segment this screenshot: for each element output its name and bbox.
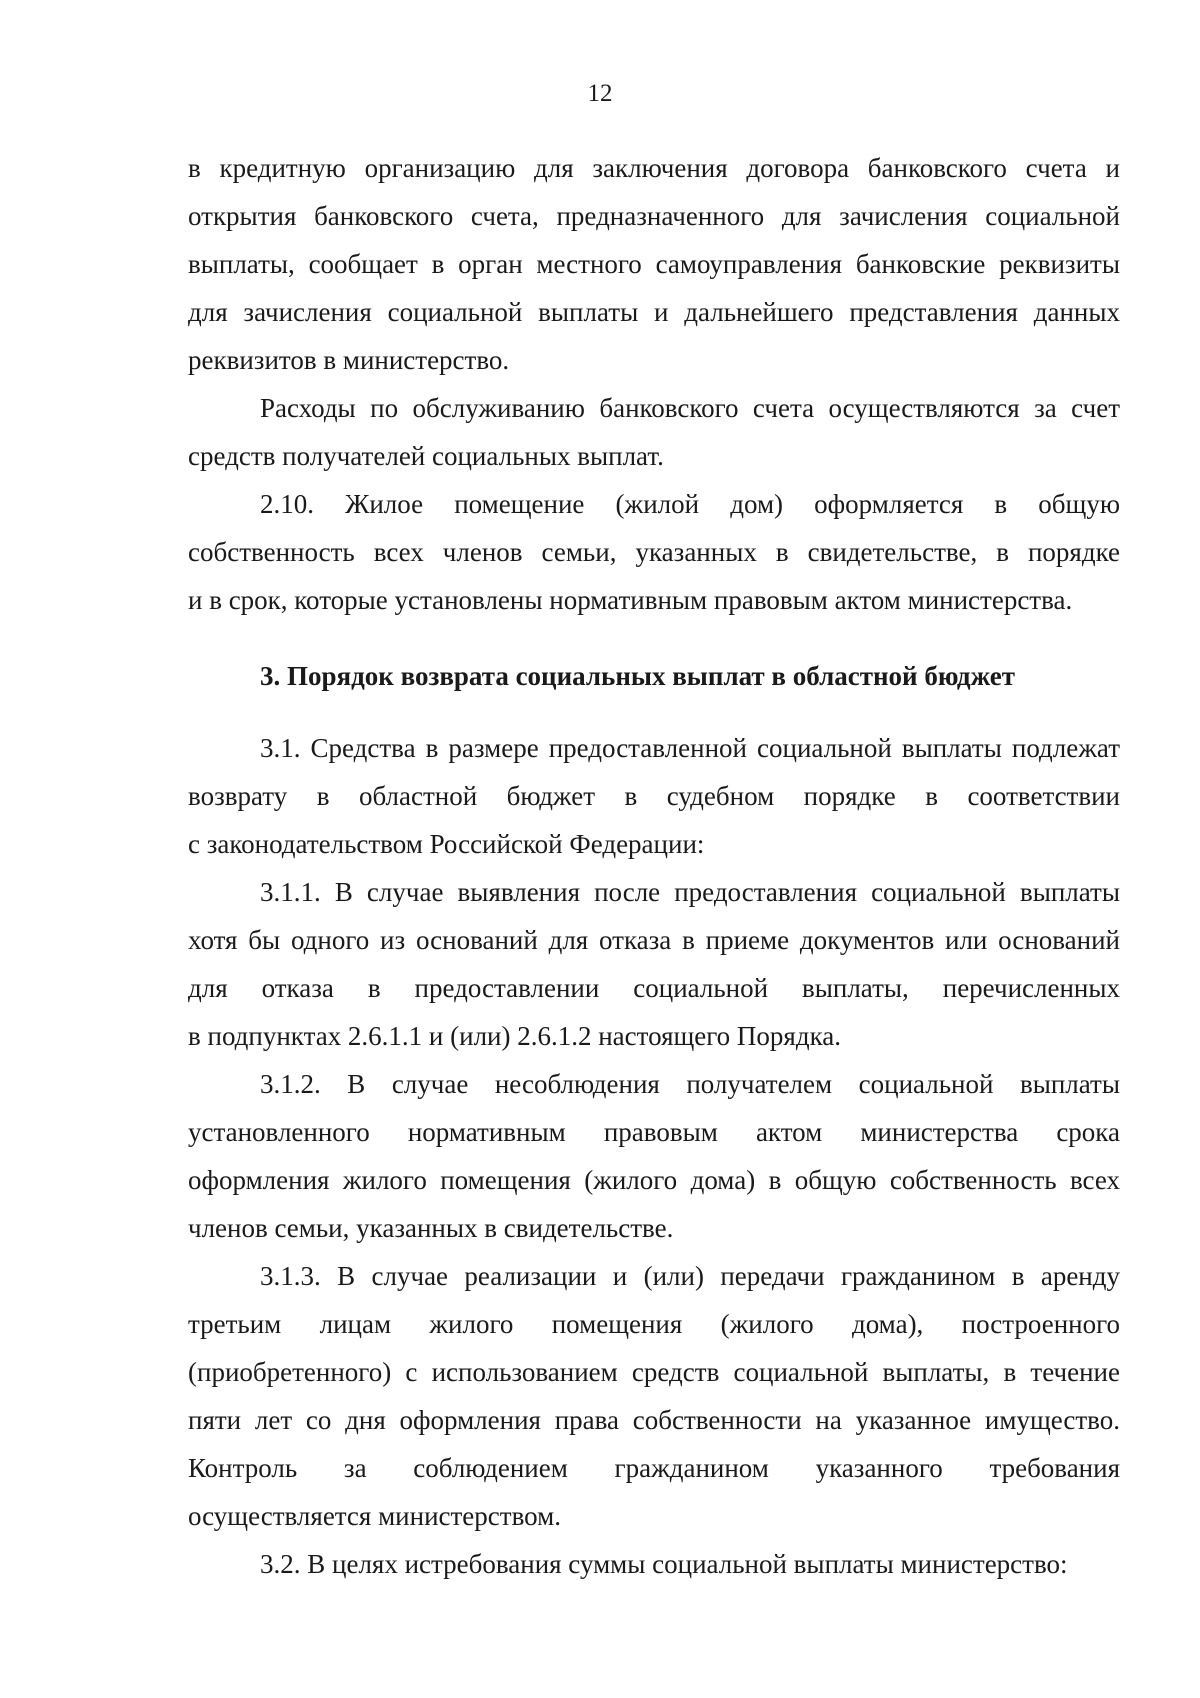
text-line: 3.1. Средства в размере предоставленной социальной выплаты подлежат — [260, 733, 1120, 763]
text-line: 2.10. Жилое помещение (жилой дом) оформляется в общую — [260, 489, 1120, 519]
text-line: третьим лицам жилого помещения (жилого дома), построенного — [188, 1309, 1120, 1339]
text-line: в кредитную организацию для заключения договора банковского счета и — [188, 153, 1120, 183]
text-line: пяти лет со дня оформления права собственности на указанное имущество. — [188, 1405, 1120, 1435]
text-line: Расходы по обслуживанию банковского счета осуществляются за счет — [260, 393, 1120, 423]
text-line: осуществляется министерством. — [188, 1501, 561, 1531]
text-line: членов семьи, указанных в свидетельстве. — [188, 1213, 674, 1243]
text-line: для отказа в предоставлении социальной выплаты, перечисленных — [188, 973, 1120, 1003]
paragraph — [188, 1252, 1120, 1540]
text-line: реквизитов в министерство. — [188, 345, 510, 375]
paragraph — [188, 384, 1120, 480]
text-line: Контроль за соблюдением гражданином указанного требования — [188, 1453, 1120, 1483]
text-line: с законодательством Российской Федерации: — [188, 829, 705, 859]
text-line: и в срок, которые установлены нормативным правовым актом министерства. — [188, 585, 1073, 615]
text-line: средств получателей социальных выплат. — [188, 441, 664, 471]
text-line: в подпунктах 2.6.1.1 и (или) 2.6.1.2 настоящего Порядка. — [188, 1021, 842, 1051]
paragraph — [188, 724, 1120, 868]
page-number: 12 — [587, 80, 613, 107]
text-line: установленного нормативным правовым актом министерства срока — [188, 1117, 1120, 1147]
text-line: 3.1.3. В случае реализации и (или) передачи гражданином в аренду — [260, 1261, 1120, 1291]
paragraph — [188, 144, 1120, 384]
text-line: 3.1.2. В случае несоблюдения получателем социальной выплаты — [260, 1069, 1120, 1099]
paragraph — [188, 480, 1120, 624]
text-line: выплаты, сообщает в орган местного самоуправления банковские реквизиты — [188, 249, 1120, 279]
paragraph — [188, 1060, 1120, 1252]
text-line: собственность всех членов семьи, указанных в свидетельстве, в порядке — [188, 537, 1120, 567]
text-line: 3.1.1. В случае выявления после предоставления социальной выплаты — [260, 877, 1120, 907]
text-line: 3.2. В целях истребования суммы социальной выплаты министерство: — [260, 1549, 1068, 1579]
text-line: возврату в областной бюджет в судебном порядке в соответствии — [188, 781, 1120, 811]
text-line: оформления жилого помещения (жилого дома) в общую собственность всех — [188, 1165, 1120, 1195]
document-body — [188, 144, 1120, 1588]
paragraph — [188, 868, 1120, 1060]
text-line: (приобретенного) с использованием средств социальной выплаты, в течение — [188, 1357, 1120, 1387]
text-line: для зачисления социальной выплаты и дальнейшего представления данных — [188, 297, 1120, 327]
paragraph — [188, 1540, 1120, 1588]
text-line: хотя бы одного из оснований для отказа в приеме документов или оснований — [188, 925, 1120, 955]
section-heading: 3. Порядок возврата социальных выплат в областной бюджет — [260, 661, 1016, 691]
text-line: открытия банковского счета, предназначенного для зачисления социальной — [188, 201, 1120, 231]
